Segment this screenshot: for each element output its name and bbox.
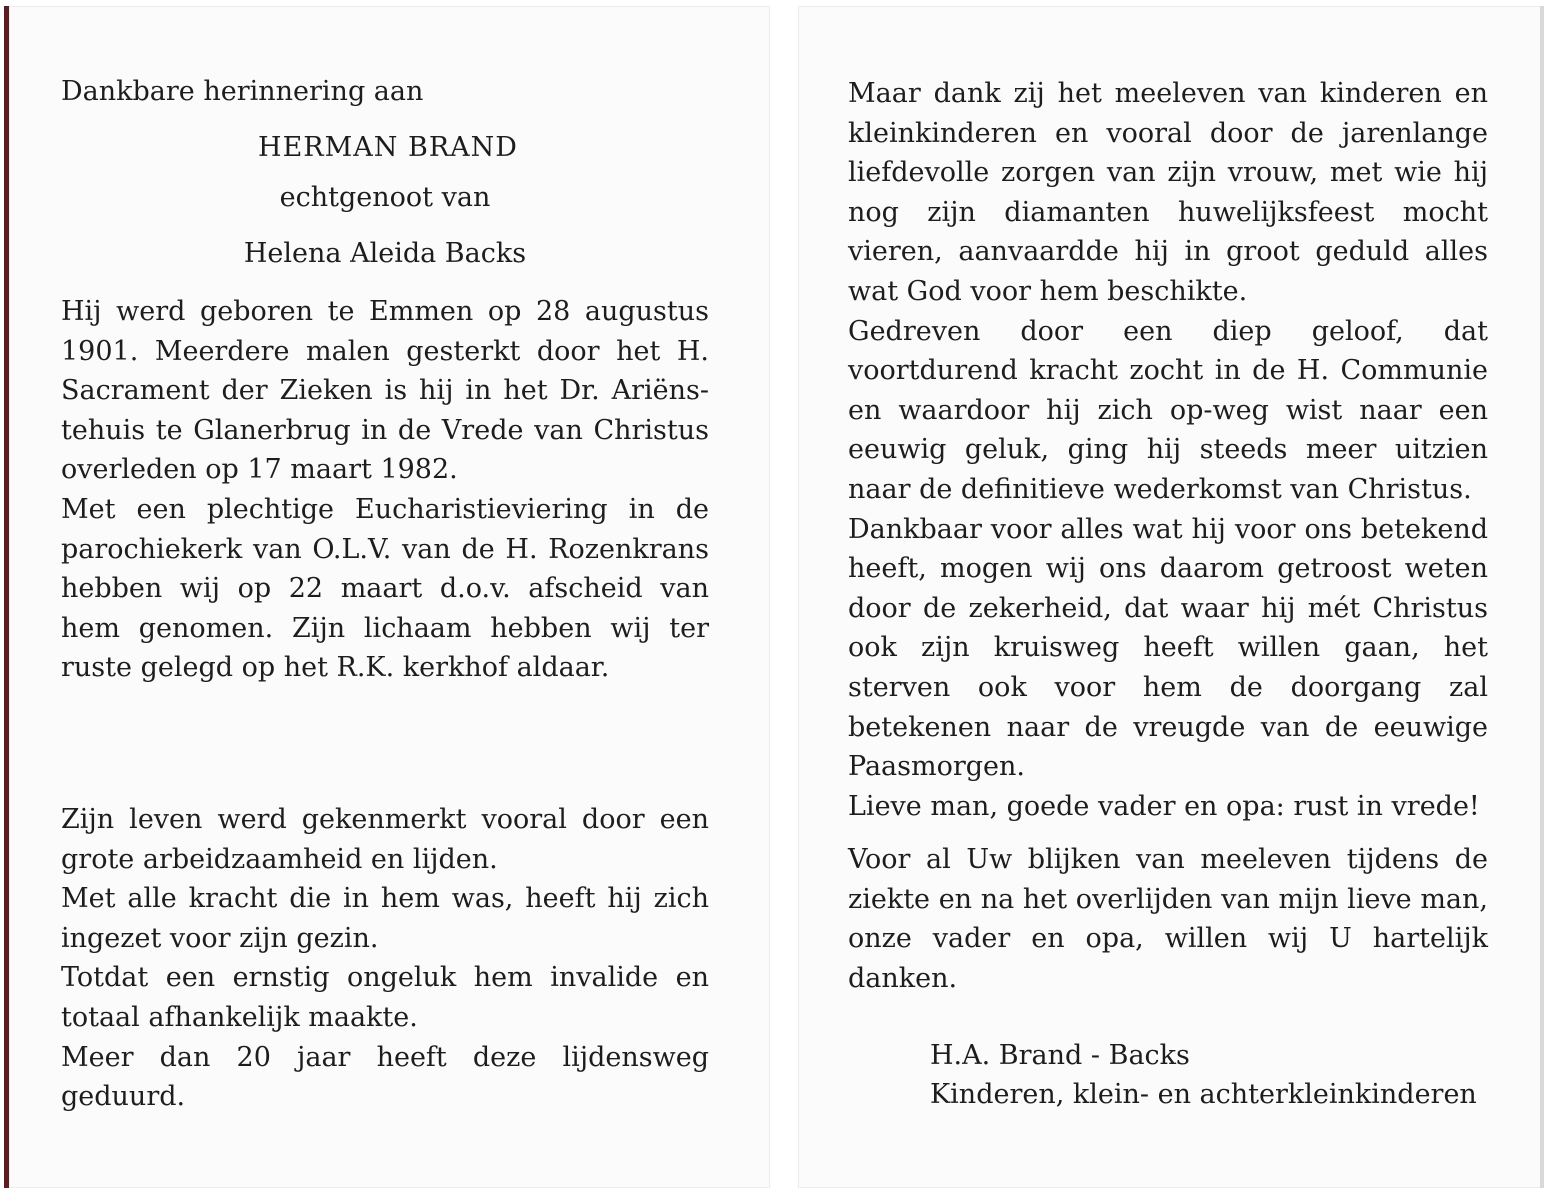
paragraph-birth: Hij werd geboren te Emmen op 28 augustus 1901. Meerdere malen gesterkt door het H. Sacrament der Zieken is hij in het Dr. Ariëns-tehuis te Glanerbrug in de Vrede van Christus overleden op 17 maart 1982. <box>61 296 709 486</box>
paragraph-strength: Met alle kracht die in hem was, heeft hij zich ingezet voor zijn gezin. <box>61 883 709 954</box>
paragraph-faith: Gedreven door een diep geloof, dat voortdurend kracht zocht in de H. Communie en waardoor hij zich op-weg wist naar een eeuwig geluk, ging hij steeds meer uitzien naar de definitieve wederkomst van Christus. <box>848 315 1488 505</box>
signature-family: Kinderen, klein- en achterkleinkinderen <box>930 1079 1477 1110</box>
paragraph-acknowledgement: Voor al Uw blijken van meeleven tijdens de ziekte en na het overlijden van mijn lieve man, onze vader en opa, willen wij U hartelijk danken. <box>848 844 1488 994</box>
left-card <box>4 6 770 1188</box>
right-card-acknowledgement <box>848 840 1488 998</box>
paragraph-years: Meer dan 20 jaar heeft deze lijdensweg geduurd. <box>61 1041 709 1113</box>
left-card-header <box>61 72 709 282</box>
deceased-name: HERMAN BRAND <box>258 132 518 163</box>
right-card <box>798 6 1544 1188</box>
paragraph-accident: Totdat een ernstig ongeluk hem invalide en totaal afhankelijk maakte. <box>61 962 709 1033</box>
intro-line: Dankbare herinnering aan <box>61 76 424 107</box>
spouse-name: Helena Aleida Backs <box>243 238 527 269</box>
signature-block <box>930 1036 1477 1114</box>
left-card-body <box>61 292 709 688</box>
right-card-body <box>848 74 1488 826</box>
paragraph-life: Zijn leven werd gekenmerkt vooral door een grote arbeidzaamheid en lijden. <box>61 804 709 875</box>
paragraph-thanks-family: Maar dank zij het meeleven van kinderen en kleinkinderen en vooral door de jarenlange liefdevolle zorgen van zijn vrouw, met wie hij nog zijn diamanten huwelijksfeest mocht vieren, aanvaardde hij in groot geduld alles wat God voor hem beschikte. <box>848 78 1488 307</box>
paragraph-funeral: Met een plechtige Eucharistieviering in de parochiekerk van O.L.V. van de H. Rozenkrans hebben wij op 22 maart d.o.v. afscheid van hem genomen. Zijn lichaam hebben wij ter ruste gelegd op het R.K. kerkhof aldaar. <box>61 493 709 684</box>
left-card-life <box>61 800 709 1117</box>
spouse-label: echtgenoot van <box>279 182 491 213</box>
paragraph-grateful: Dankbaar voor alles wat hij voor ons betekend heeft, mogen wij ons daarom getroost weten door de zekerheid, dat waar hij mét Christus ook zijn kruisweg heeft willen gaan, het sterven ook voor hem de doorgang zal betekenen naar de vreugde van de eeuwige Paasmorgen. <box>848 513 1488 783</box>
signature-name: H.A. Brand - Backs <box>930 1040 1190 1071</box>
farewell-line: Lieve man, goede vader en opa: rust in vrede! <box>848 790 1480 822</box>
